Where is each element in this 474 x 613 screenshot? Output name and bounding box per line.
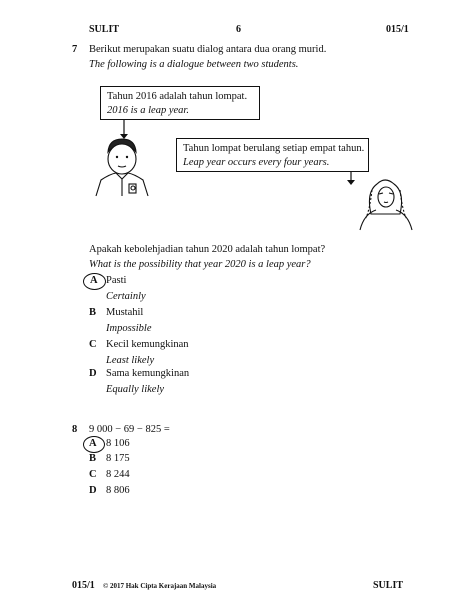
- bubble-girl-en: Leap year occurs every four years.: [183, 157, 330, 168]
- q7-option-c-letter[interactable]: C: [89, 339, 97, 350]
- q7-option-b-letter[interactable]: B: [89, 307, 97, 318]
- q7-option-a-en: Certainly: [106, 291, 146, 302]
- q7-option-d-en: Equally likely: [106, 384, 165, 395]
- q7-option-b-ms: Mustahil: [106, 307, 144, 318]
- q8-option-d-value: 8 806: [106, 485, 130, 496]
- paper-code: 015/1: [386, 24, 409, 35]
- bubble-girl-pointer-tip: [347, 180, 355, 185]
- q8-option-b-value: 8 175: [106, 453, 130, 464]
- q7-option-c-en: Least likely: [106, 355, 155, 366]
- bubble-boy-pointer-tip: [120, 134, 128, 139]
- q7-option-d-ms: Sama kemungkinan: [106, 368, 190, 379]
- q7-option-c-ms: Kecil kemungkinan: [106, 339, 189, 350]
- bubble-girl-ms: Tahun lompat berulang setiap empat tahun.: [183, 143, 365, 154]
- footer-copyright: © 2017 Hak Cipta Kerajaan Malaysia: [103, 582, 217, 590]
- q8-option-c-letter[interactable]: C: [89, 469, 97, 480]
- girl-student-icon: [360, 180, 412, 230]
- q7-option-d-letter[interactable]: D: [89, 368, 97, 379]
- q7-option-b-en: Impossible: [106, 323, 152, 334]
- question-7-number: 7: [72, 44, 78, 55]
- q7-option-a-ms: Pasti: [106, 275, 127, 286]
- page-number: 6: [236, 24, 241, 35]
- q7-prompt-en: The following is a dialogue between two students.: [89, 59, 299, 70]
- q7-prompt-ms: Berikut merupakan suatu dialog antara dua orang murid.: [89, 44, 327, 55]
- q8-option-d-letter[interactable]: D: [89, 485, 97, 496]
- q8-option-c-value: 8 244: [106, 469, 130, 480]
- q8-option-a-letter[interactable]: A: [89, 438, 97, 449]
- q7-question-en: What is the possibility that year 2020 is a leap year?: [89, 259, 311, 270]
- boy-student-icon: [96, 139, 148, 196]
- footer-sulit: SULIT: [373, 580, 404, 591]
- q7-option-a-letter[interactable]: A: [90, 275, 98, 286]
- q8-expression: 9 000 − 69 − 825 =: [89, 424, 170, 435]
- bubble-boy-en: 2016 is a leap year.: [107, 105, 189, 116]
- footer-code: 015/1: [72, 580, 95, 591]
- bubble-boy-ms: Tahun 2016 adalah tahun lompat.: [107, 91, 248, 102]
- q7-question-ms: Apakah kebolehjadian tahun 2020 adalah tahun lompat?: [89, 244, 326, 255]
- question-8-number: 8: [72, 424, 78, 435]
- q8-option-b-letter[interactable]: B: [89, 453, 97, 464]
- header-sulit: SULIT: [89, 24, 120, 35]
- q8-option-a-value: 8 106: [106, 438, 130, 449]
